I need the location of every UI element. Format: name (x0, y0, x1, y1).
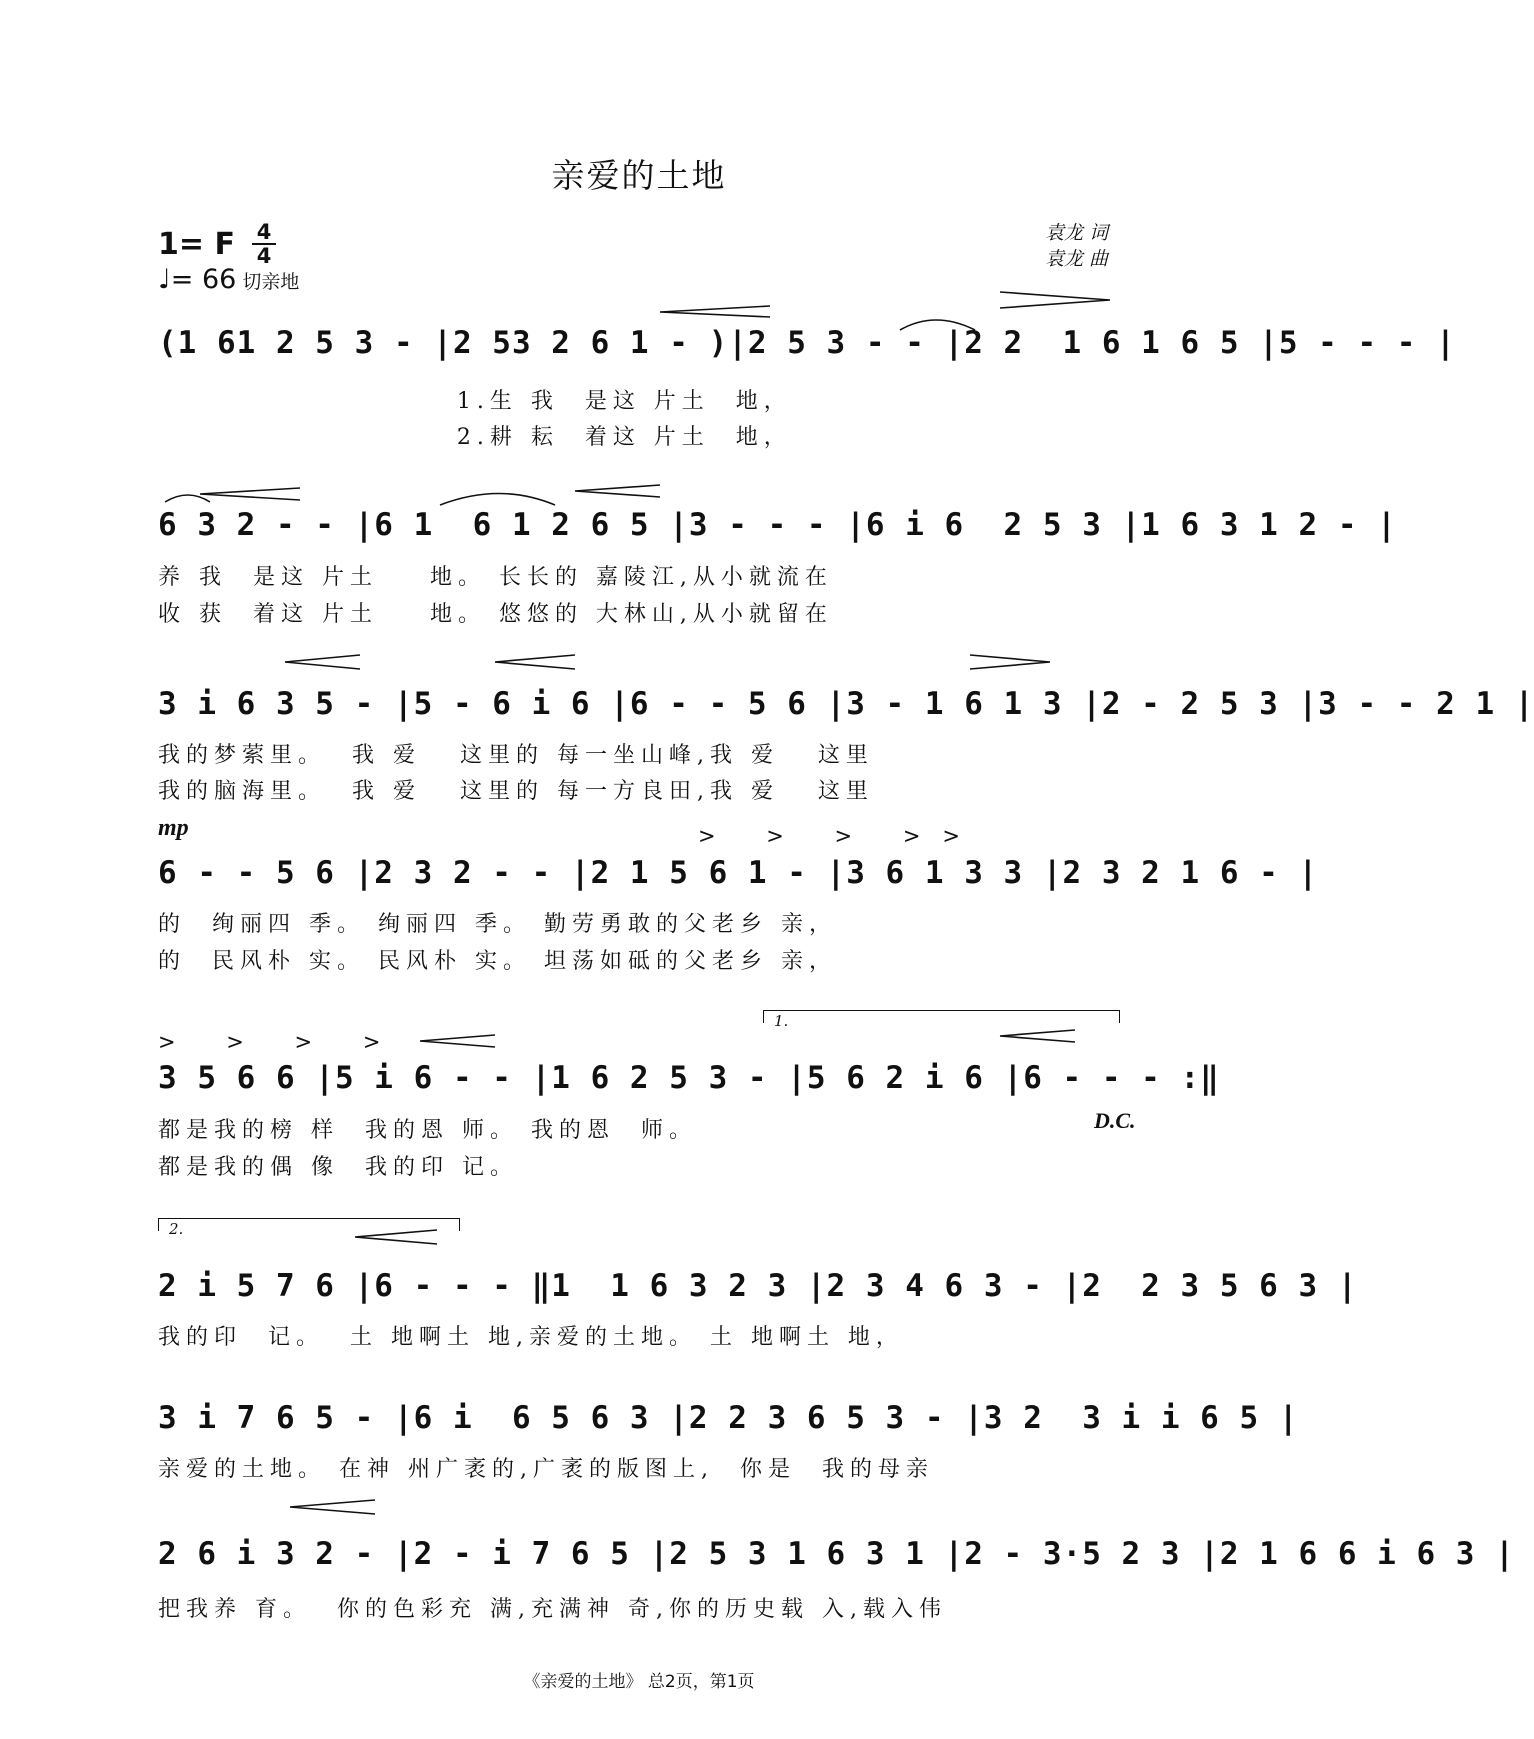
lyric-line-2-verse-1: 养 我 是这 片土 地。 长长的 嘉陵江,从小就流在 (158, 565, 833, 590)
notation-line-6: 2 i 5 7 6 |6 - - - ‖1 1 6 3 2 3 |2 3 4 6 3 - |2 2 3 5 6 3 | (158, 1268, 1358, 1304)
accent-marks-line-5: > > > > (158, 1030, 403, 1054)
crescendo-hairpin (355, 1230, 437, 1244)
slur (165, 495, 210, 502)
lyric-line-1-verse-2: 2.耕 耘 着这 片土 地， (158, 425, 792, 450)
composer-credit: 袁龙 曲 (1045, 248, 1109, 270)
notation-line-3: 3 i 6 3 5 - |5 - 6 i 6 |6 - - 5 6 |3 - 1 6 1 3 |2 - 2 5 3 |3 - - 2 1 | (158, 686, 1534, 722)
lyric-line-5-verse-2: 都是我的偶 像 我的印 记。 (158, 1155, 518, 1180)
tempo-bpm: ♩= 66 (158, 264, 237, 295)
lyric-line-2-verse-2: 收 获 着这 片土 地。 悠悠的 大林山,从小就留在 (158, 602, 833, 627)
crescendo-hairpin (285, 655, 360, 669)
key-signature: 1= F (158, 227, 235, 262)
lyric-line-4-verse-1: 的 绚丽四 季。 绚丽四 季。 勤劳勇敢的父老乡 亲， (158, 912, 837, 937)
crescendo-hairpin (420, 1035, 495, 1047)
lyricist-credit: 袁龙 词 (1045, 222, 1109, 244)
lyric-line-5-verse-1: 都是我的榜 样 我的恩 师。 我的恩 师。 (158, 1118, 697, 1143)
notation-line-1: (1 61 2 5 3 - |2 53 2 6 1 - )|2 5 3 - - |2 2 1 6 1 6 5 |5 - - - | (158, 325, 1456, 361)
decrescendo-hairpin (1000, 292, 1110, 308)
lyric-line-3-verse-1: 我的梦萦里。 我 爱 这里的 每一坐山峰,我 爱 这里 (158, 743, 874, 768)
crescendo-hairpin (575, 485, 660, 497)
lyric-line-6: 我的印 记。 土 地啊土 地,亲爱的土地。 土 地啊土 地， (158, 1325, 904, 1350)
page-footer: 《亲爱的土地》 总2页，第1页 (523, 1672, 755, 1692)
decrescendo-hairpin (970, 655, 1050, 669)
notation-line-5: 3 5 6 6 |5 i 6 - - |1 6 2 5 3 - |5 6 2 i 6 |6 - - - :‖ (158, 1060, 1220, 1096)
crescendo-hairpin (660, 306, 770, 317)
time-signature-top: 4 (256, 220, 272, 244)
dynamic-marking: mp (158, 815, 189, 841)
volta-second-label: 2. (169, 1220, 184, 1238)
da-capo-mark: D.C. (1094, 1108, 1136, 1133)
page-title: 亲爱的土地 (551, 156, 727, 195)
lyric-line-7: 亲爱的土地。 在神 州广袤的,广袤的版图上, 你是 我的母亲 (158, 1457, 934, 1482)
notation-line-4: 6 - - 5 6 |2 3 2 - - |2 1 5 6 1 - |3 6 1 3 3 |2 3 2 1 6 - | (158, 855, 1319, 891)
lyric-line-3-verse-2: 我的脑海里。 我 爱 这里的 每一方良田,我 爱 这里 (158, 779, 874, 804)
crescendo-hairpin (200, 488, 300, 500)
lyric-line-1-verse-1: 1.生 我 是这 片土 地， (158, 389, 792, 414)
slur (900, 320, 975, 330)
lyric-line-4-verse-2: 的 民风朴 实。 民风朴 实。 坦荡如砥的父老乡 亲， (158, 949, 837, 974)
lyric-line-8: 把我养 育。 你的色彩充 满,充满神 奇,你的历史载 入,载入伟 (158, 1597, 947, 1622)
slur (440, 494, 555, 506)
crescendo-hairpin (495, 655, 575, 669)
crescendo-hairpin (290, 1500, 375, 1514)
time-signature-bottom: 4 (256, 244, 272, 268)
notation-line-8: 2 6 i 3 2 - |2 - i 7 6 5 |2 5 3 1 6 3 1 |2 - 3·5 2 3 |2 1 6 6 i 6 3 | (158, 1536, 1515, 1572)
volta-first-label: 1. (774, 1012, 789, 1030)
accent-marks-line-4: > > > >> (698, 824, 983, 848)
crescendo-hairpin (1000, 1030, 1075, 1042)
notation-line-7: 3 i 7 6 5 - |6 i 6 5 6 3 |2 2 3 6 5 3 - |3 2 3 i i 6 5 | (158, 1400, 1299, 1436)
tempo-mood: 切亲地 (242, 271, 300, 293)
notation-line-2: 6 3 2 - - |6 1 6 1 2 6 5 |3 - - - |6 i 6 2 5 3 |1 6 3 1 2 - | (158, 507, 1397, 543)
